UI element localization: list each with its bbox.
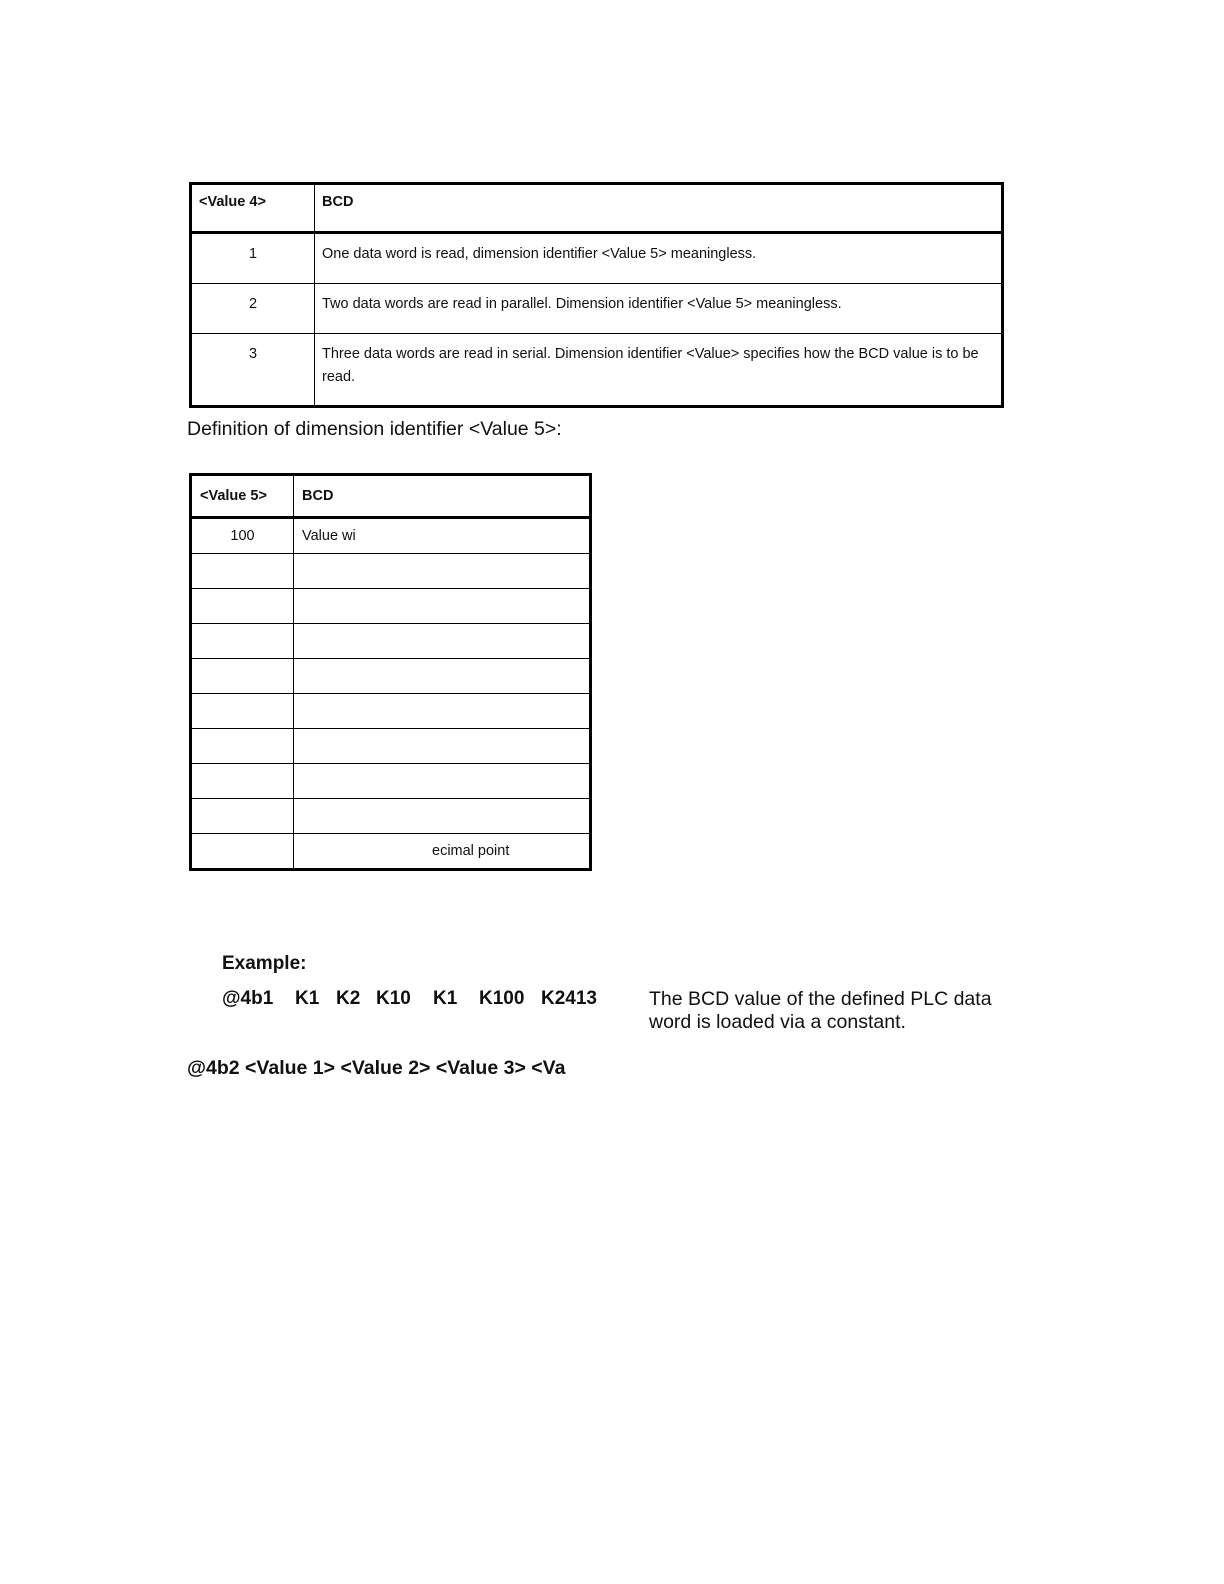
table-cell: Two data words are read in parallel. Dimension identifier <Value 5> meaningless. <box>315 284 1003 334</box>
table-row <box>191 799 591 834</box>
table-cell <box>294 624 591 659</box>
table-row <box>191 518 591 554</box>
table-row <box>191 233 1003 284</box>
example-token: K2 <box>336 988 361 1009</box>
table-header-row <box>191 184 1003 233</box>
table-cell <box>191 729 294 764</box>
table-row <box>191 694 591 729</box>
table-cell: One data word is read, dimension identifier <Value 5> meaningless. <box>315 233 1003 284</box>
table-cell <box>294 659 591 694</box>
table-header-cell: <Value 5> <box>191 475 294 518</box>
table-header-cell: BCD <box>294 475 591 518</box>
table-cell <box>191 799 294 834</box>
table-cell: 3 <box>191 334 315 407</box>
table-cell <box>191 624 294 659</box>
table-cell <box>191 589 294 624</box>
section-caption: Definition of dimension identifier <Value 5>: <box>187 418 562 440</box>
value4-table <box>189 182 1004 408</box>
table-cell: Value wi <box>294 518 591 554</box>
table-row <box>191 764 591 799</box>
example-description: The BCD value of the defined PLC data word is loaded via a constant. <box>649 988 992 1033</box>
table-cell: 100 <box>191 518 294 554</box>
table-row <box>191 834 591 870</box>
table-cell: Three data words are read in serial. Dimension identifier <Value> specifies how the BCD value is to be read. <box>315 334 1003 407</box>
example-token: K10 <box>376 988 411 1009</box>
table-row <box>191 284 1003 334</box>
table-cell: ecimal point <box>294 834 591 870</box>
table-row <box>191 729 591 764</box>
table-cell <box>294 589 591 624</box>
table-cell: 2 <box>191 284 315 334</box>
example-token: K1 <box>295 988 320 1009</box>
table-row <box>191 659 591 694</box>
table-cell <box>294 729 591 764</box>
table-cell: 1 <box>191 233 315 284</box>
example-token: K2413 <box>541 988 597 1009</box>
table-cell <box>191 659 294 694</box>
table-cell <box>191 694 294 729</box>
example-label: Example: <box>222 953 307 974</box>
table-cell <box>191 554 294 589</box>
value5-table <box>189 473 592 871</box>
table-cell <box>294 799 591 834</box>
example-token: K1 <box>433 988 458 1009</box>
command-syntax-line: @4b2 <Value 1> <Value 2> <Value 3> <Va <box>187 1057 566 1079</box>
table-header-cell: BCD <box>315 184 1003 233</box>
table-header-row <box>191 475 591 518</box>
table-cell <box>294 764 591 799</box>
example-token: @4b1 <box>222 988 274 1009</box>
table-header-cell: <Value 4> <box>191 184 315 233</box>
table-cell <box>191 834 294 870</box>
example-token: K100 <box>479 988 525 1009</box>
table-row <box>191 624 591 659</box>
table-cell <box>294 694 591 729</box>
table-row <box>191 589 591 624</box>
table-cell <box>191 764 294 799</box>
table-row <box>191 554 591 589</box>
table-row <box>191 334 1003 407</box>
table-cell <box>294 554 591 589</box>
